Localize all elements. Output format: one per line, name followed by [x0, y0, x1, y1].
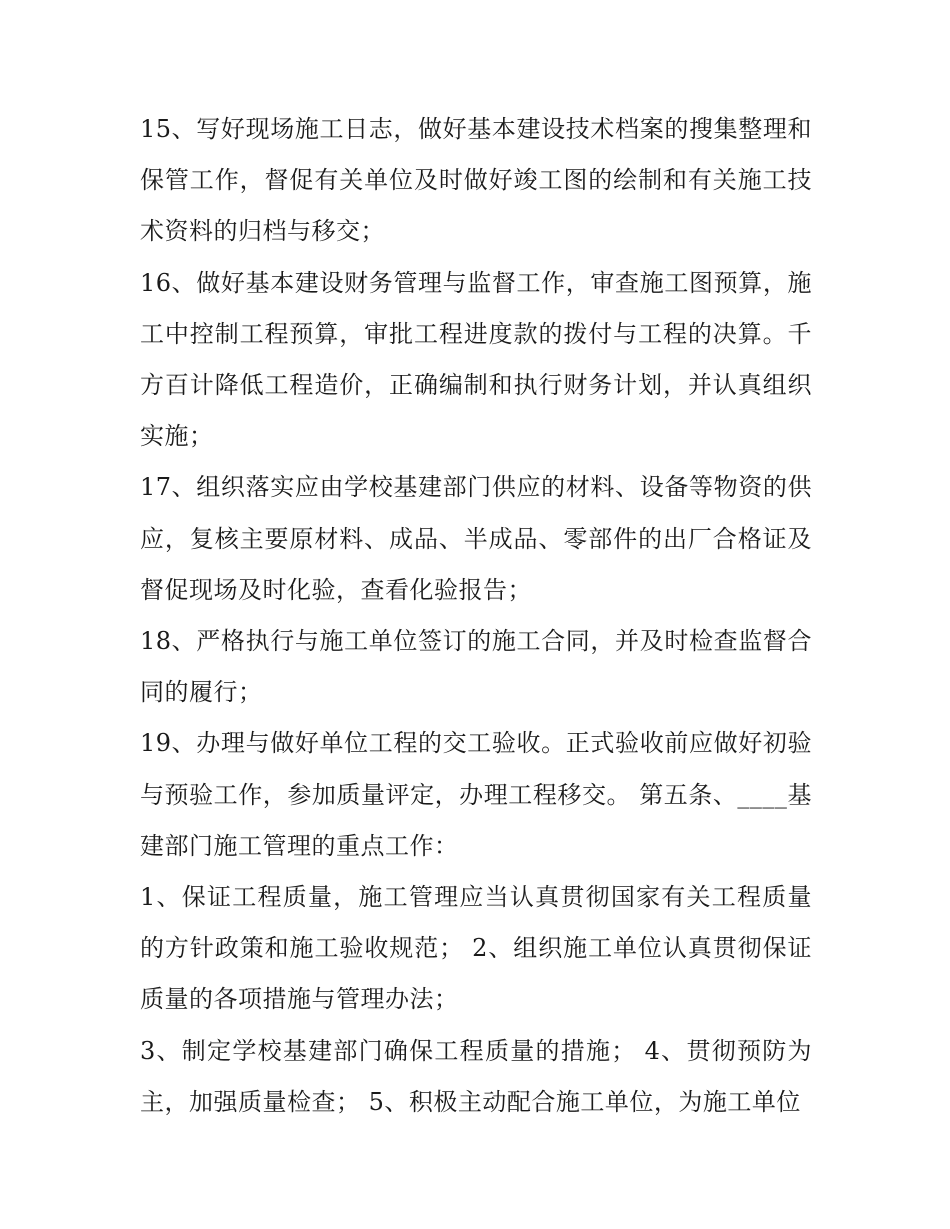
paragraph-item-17: 17、组织落实应由学校基建部门供应的材料、设备等物资的供应，复核主要原材料、成品、半成品、零部件的出厂合格证及督促现场及时化验，查看化验报告； [140, 473, 812, 604]
paragraph-key-work-1-2: 1、保证工程质量，施工管理应当认真贯彻国家有关工程质量的方针政策和施工验收规范； 2、组织施工单位认真贯彻保证质量的各项措施与管理办法； [140, 883, 812, 1014]
paragraph-item-16: 16、做好基本建设财务管理与监督工作，审查施工图预算，施工中控制工程预算，审批工程进度款的拨付与工程的决算。千方百计降低工程造价，正确编制和执行财务计划，并认真组织实施； [140, 268, 812, 451]
paragraph-key-work-3-5: 3、制定学校基建部门确保工程质量的措施； 4、贯彻预防为主，加强质量检查； 5、积极主动配合施工单位，为施工单位 [140, 1036, 812, 1116]
document-body [140, 104, 812, 1128]
paragraph-item-18: 18、严格执行与施工单位签订的施工合同，并及时检查监督合同的履行； [140, 627, 812, 707]
paragraph-item-15: 15、写好现场施工日志，做好基本建设技术档案的搜集整理和保管工作，督促有关单位及时做好竣工图的绘制和有关施工技术资料的归档与移交； [140, 115, 812, 246]
paragraph-item-19: 19、办理与做好单位工程的交工验收。正式验收前应做好初验与预验工作，参加质量评定，办理工程移交。 第五条、____基建部门施工管理的重点工作： [140, 729, 812, 860]
